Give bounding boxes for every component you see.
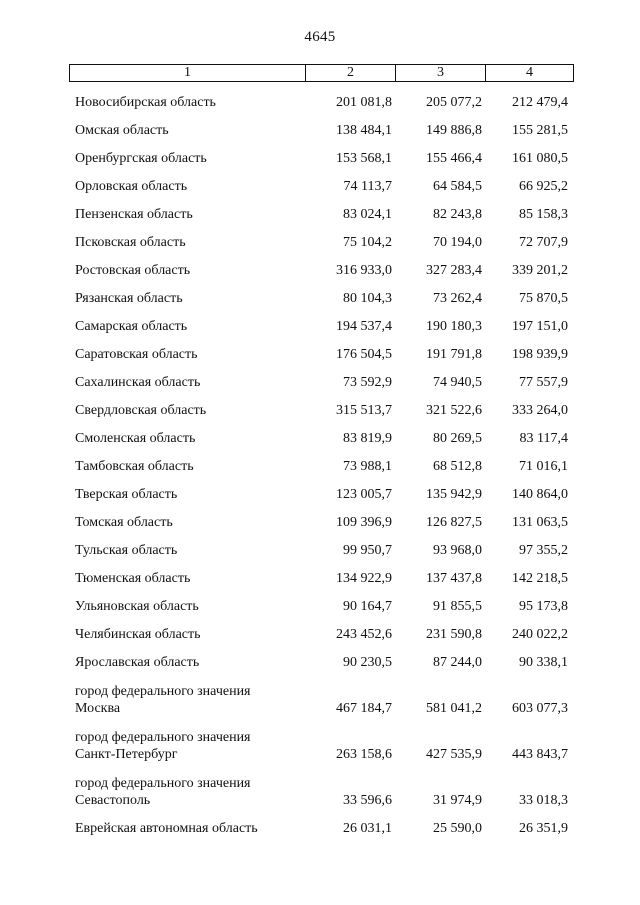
region-name-line: Тамбовская область: [75, 459, 194, 474]
value-col-3: 93 968,0: [433, 543, 482, 558]
value-col-4: 90 338,1: [519, 655, 568, 670]
region-name-line: Смоленская область: [75, 431, 196, 446]
value-col-2: 74 113,7: [343, 179, 392, 194]
header-cell-1: 1: [70, 65, 306, 81]
region-name-line: Санкт-Петербург: [75, 747, 178, 762]
region-name: [69, 514, 305, 534]
region-name: [69, 402, 305, 422]
region-name-line: Самарская область: [75, 319, 188, 334]
table-row: [69, 86, 574, 114]
value-col-3: 427 535,9: [426, 747, 482, 762]
value-col-2: 33 596,6: [343, 793, 392, 808]
region-name-line: Еврейская автономная область: [75, 821, 258, 836]
region-name-line: город федерального значения: [75, 730, 251, 745]
value-col-4: 95 173,8: [519, 599, 568, 614]
region-name: [69, 683, 305, 720]
value-col-2: 83 024,1: [343, 207, 392, 222]
value-col-3: 137 437,8: [426, 571, 482, 586]
value-col-2: 153 568,1: [336, 151, 392, 166]
value-col-2: 80 104,3: [343, 291, 392, 306]
region-name-line: Ярославская область: [75, 655, 200, 670]
table-row: [69, 720, 574, 766]
value-col-4: 83 117,4: [519, 431, 568, 446]
value-col-4: 66 925,2: [519, 179, 568, 194]
table-row: [69, 674, 574, 720]
value-col-2: 194 537,4: [336, 319, 392, 334]
header-cell-2: 2: [306, 65, 396, 81]
header-cell-3: 3: [396, 65, 486, 81]
table-header-row: [69, 64, 574, 82]
value-col-3: 82 243,8: [433, 207, 482, 222]
region-name-line: Псковская область: [75, 235, 186, 250]
region-name-line: Севастополь: [75, 793, 151, 808]
value-col-3: 155 466,4: [426, 151, 482, 166]
value-col-2: 109 396,9: [336, 515, 392, 530]
region-name-line: Ульяновская область: [75, 599, 199, 614]
region-name-line: Пензенская область: [75, 207, 193, 222]
region-name: [69, 729, 305, 766]
table-row: [69, 226, 574, 254]
table-row: [69, 254, 574, 282]
region-name: [69, 318, 305, 338]
region-name: [69, 234, 305, 254]
region-name-line: Рязанская область: [75, 291, 183, 306]
region-name: [69, 775, 305, 812]
value-col-3: 31 974,9: [433, 793, 482, 808]
region-name: [69, 374, 305, 394]
value-col-3: 190 180,3: [426, 319, 482, 334]
region-name: [69, 570, 305, 590]
value-col-3: 321 522,6: [426, 403, 482, 418]
value-col-4: 443 843,7: [512, 747, 568, 762]
value-col-4: 161 080,5: [512, 151, 568, 166]
value-col-3: 25 590,0: [433, 821, 482, 836]
value-col-2: 315 513,7: [336, 403, 392, 418]
table-row: [69, 114, 574, 142]
value-col-3: 191 791,8: [426, 347, 482, 362]
value-col-2: 134 922,9: [336, 571, 392, 586]
region-name-line: Тюменская область: [75, 571, 191, 586]
value-col-4: 155 281,5: [512, 123, 568, 138]
value-col-3: 581 041,2: [426, 701, 482, 716]
value-col-2: 90 164,7: [343, 599, 392, 614]
table-row: [69, 812, 574, 840]
region-name-line: Тульская область: [75, 543, 178, 558]
region-name: [69, 820, 305, 840]
region-name-line: Новосибирская область: [75, 95, 216, 110]
value-col-4: 142 218,5: [512, 571, 568, 586]
value-col-2: 99 950,7: [343, 543, 392, 558]
value-col-2: 243 452,6: [336, 627, 392, 642]
value-col-4: 333 264,0: [512, 403, 568, 418]
value-col-3: 91 855,5: [433, 599, 482, 614]
region-name-line: Томская область: [75, 515, 173, 530]
value-col-3: 70 194,0: [433, 235, 482, 250]
region-name-line: Ростовская область: [75, 263, 191, 278]
value-col-3: 149 886,8: [426, 123, 482, 138]
value-col-2: 73 592,9: [343, 375, 392, 390]
table-row: [69, 646, 574, 674]
region-name-line: Сахалинская область: [75, 375, 201, 390]
value-col-4: 72 707,9: [519, 235, 568, 250]
table-row: [69, 282, 574, 310]
region-name: [69, 542, 305, 562]
value-col-4: 77 557,9: [519, 375, 568, 390]
value-col-4: 26 351,9: [519, 821, 568, 836]
value-col-4: 33 018,3: [519, 793, 568, 808]
region-name-line: Москва: [75, 701, 121, 716]
table-row: [69, 590, 574, 618]
value-col-4: 97 355,2: [519, 543, 568, 558]
value-col-4: 71 016,1: [519, 459, 568, 474]
region-name-line: город федерального значения: [75, 776, 251, 791]
region-name: [69, 206, 305, 226]
region-name: [69, 598, 305, 618]
value-col-3: 74 940,5: [433, 375, 482, 390]
value-col-2: 316 933,0: [336, 263, 392, 278]
table-row: [69, 394, 574, 422]
region-name-line: Челябинская область: [75, 627, 201, 642]
table-row: [69, 506, 574, 534]
region-name-line: Свердловская область: [75, 403, 207, 418]
table-body: [69, 86, 574, 840]
value-col-3: 231 590,8: [426, 627, 482, 642]
value-col-3: 327 283,4: [426, 263, 482, 278]
value-col-2: 263 158,6: [336, 747, 392, 762]
value-col-4: 240 022,2: [512, 627, 568, 642]
table-row: [69, 366, 574, 394]
region-name: [69, 290, 305, 310]
value-col-4: 197 151,0: [512, 319, 568, 334]
page-number: 4645: [304, 29, 336, 45]
value-col-3: 205 077,2: [426, 95, 482, 110]
region-name: [69, 654, 305, 674]
table-row: [69, 450, 574, 478]
table-row: [69, 142, 574, 170]
value-col-2: 467 184,7: [336, 701, 392, 716]
table-row: [69, 198, 574, 226]
value-col-2: 138 484,1: [336, 123, 392, 138]
region-name: [69, 430, 305, 450]
value-col-3: 80 269,5: [433, 431, 482, 446]
value-col-4: 85 158,3: [519, 207, 568, 222]
value-col-4: 212 479,4: [512, 95, 568, 110]
table-row: [69, 310, 574, 338]
value-col-4: 75 870,5: [519, 291, 568, 306]
value-col-3: 73 262,4: [433, 291, 482, 306]
value-col-4: 339 201,2: [512, 263, 568, 278]
region-name: [69, 150, 305, 170]
table-row: [69, 338, 574, 366]
region-name: [69, 458, 305, 478]
value-col-3: 135 942,9: [426, 487, 482, 502]
region-name-line: Тверская область: [75, 487, 178, 502]
region-name: [69, 94, 305, 114]
value-col-2: 83 819,9: [343, 431, 392, 446]
value-col-2: 26 031,1: [343, 821, 392, 836]
table-row: [69, 170, 574, 198]
region-name: [69, 346, 305, 366]
region-name: [69, 262, 305, 282]
header-cell-4: 4: [526, 65, 533, 80]
table-row: [69, 618, 574, 646]
table-row: [69, 422, 574, 450]
region-name: [69, 626, 305, 646]
value-col-2: 201 081,8: [336, 95, 392, 110]
value-col-3: 87 244,0: [433, 655, 482, 670]
table-row: [69, 534, 574, 562]
table-row: [69, 562, 574, 590]
value-col-4: 198 939,9: [512, 347, 568, 362]
region-name-line: Оренбургская область: [75, 151, 207, 166]
value-col-4: 131 063,5: [512, 515, 568, 530]
value-col-2: 90 230,5: [343, 655, 392, 670]
region-name: [69, 122, 305, 142]
region-name-line: Саратовская область: [75, 347, 198, 362]
region-name-line: город федерального значения: [75, 684, 251, 699]
value-col-2: 123 005,7: [336, 487, 392, 502]
value-col-3: 64 584,5: [433, 179, 482, 194]
region-name: [69, 486, 305, 506]
value-col-3: 68 512,8: [433, 459, 482, 474]
table-row: [69, 766, 574, 812]
value-col-2: 73 988,1: [343, 459, 392, 474]
value-col-4: 603 077,3: [512, 701, 568, 716]
value-col-4: 140 864,0: [512, 487, 568, 502]
value-col-2: 176 504,5: [336, 347, 392, 362]
region-name-line: Омская область: [75, 123, 169, 138]
region-name-line: Орловская область: [75, 179, 188, 194]
region-name: [69, 178, 305, 198]
table-row: [69, 478, 574, 506]
value-col-3: 126 827,5: [426, 515, 482, 530]
value-col-2: 75 104,2: [343, 235, 392, 250]
